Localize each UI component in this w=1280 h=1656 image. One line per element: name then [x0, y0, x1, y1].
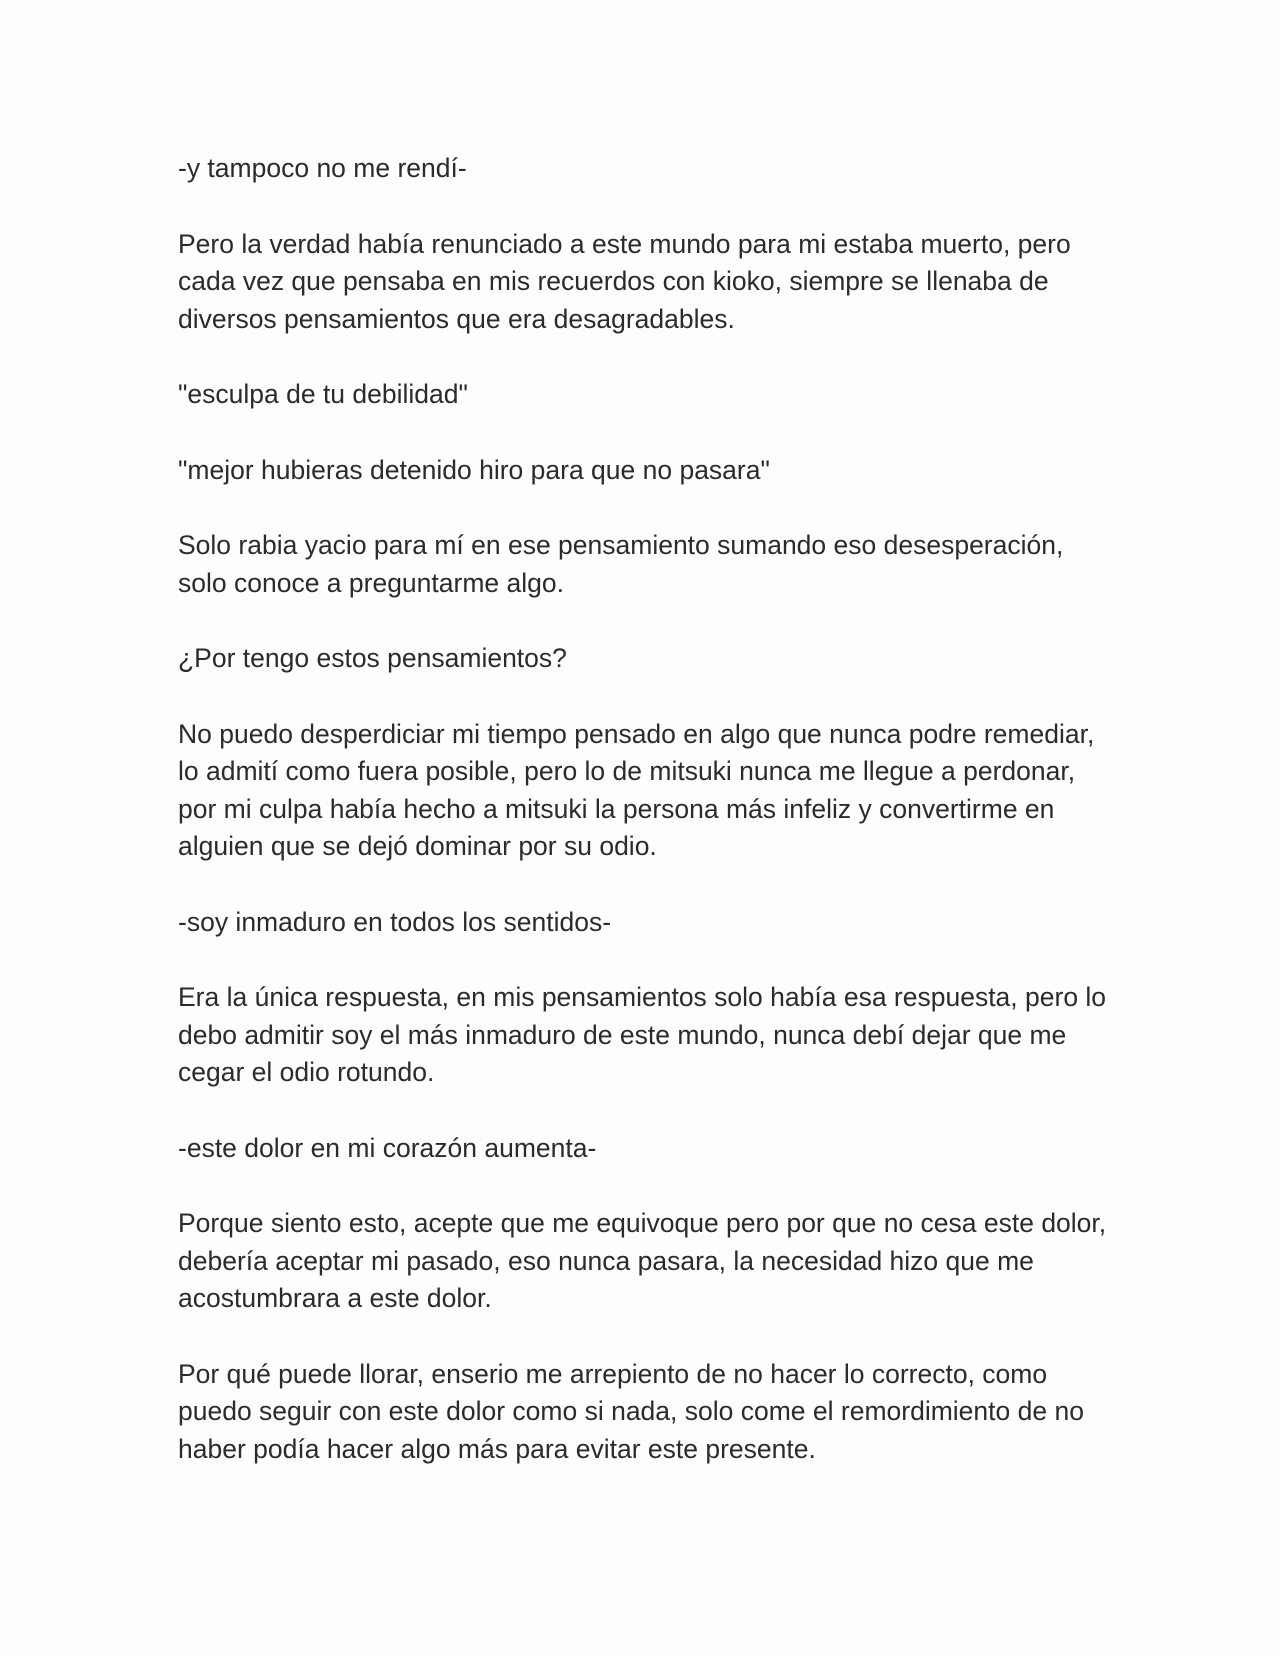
paragraph-1 — [178, 150, 1118, 188]
text-line: haber podía hacer algo más para evitar este presente. — [178, 1433, 816, 1464]
text-line: "mejor hubieras detenido hiro para que no pasara" — [178, 454, 770, 485]
text-line: -y tampoco no me rendí- — [178, 153, 467, 183]
text-line: debo admitir soy el más inmaduro de este mundo, nunca debí dejar que me — [178, 1019, 1067, 1050]
paragraph-7 — [178, 716, 1118, 866]
text-line: cada vez que pensaba en mis recuerdos con kioko, siempre se llenaba de — [178, 266, 1049, 296]
text-line: acostumbrara a este dolor. — [178, 1283, 492, 1313]
paragraph-10 — [178, 1130, 1118, 1168]
paragraph-8 — [178, 904, 1118, 942]
text-line: "esculpa de tu debilidad" — [178, 379, 468, 409]
text-line: puedo seguir con este dolor como si nada, solo come el remordimiento de no — [178, 1396, 1084, 1426]
paragraph-3 — [178, 376, 1118, 414]
text-line: por mi culpa había hecho a mitsuki la persona más infeliz y convertirme en — [178, 793, 1055, 824]
paragraph-11 — [178, 1205, 1118, 1318]
text-line: -soy inmaduro en todos los sentidos- — [178, 906, 612, 937]
text-line: Era la única respuesta, en mis pensamientos solo había esa respuesta, pero lo — [178, 982, 1107, 1012]
paragraph-4 — [178, 452, 1118, 490]
text-line: ¿Por tengo estos pensamientos? — [178, 643, 567, 673]
text-line: diversos pensamientos que era desagradables. — [178, 303, 735, 334]
text-line: Pero la verdad había renunciado a este mundo para mi estaba muerto, pero — [178, 228, 1071, 259]
text-line: Solo rabia yacio para mí en ese pensamiento sumando eso desesperación, — [178, 530, 1064, 560]
text-line: debería aceptar mi pasado, eso nunca pasara, la necesidad hizo que me — [178, 1245, 1034, 1276]
paragraph-9 — [178, 979, 1118, 1092]
text-line: Por qué puede llorar, enserio me arrepiento de no hacer lo correcto, como — [178, 1358, 1048, 1389]
text-line: lo admití como fuera posible, pero lo de mitsuki nunca me llegue a perdonar, — [178, 756, 1076, 786]
text-line: cegar el odio rotundo. — [178, 1057, 435, 1087]
paragraph-12 — [178, 1356, 1118, 1469]
paragraph-5 — [178, 527, 1118, 602]
text-line: -este dolor en mi corazón aumenta- — [178, 1132, 597, 1163]
text-line: Porque siento esto, acepte que me equivoque pero por que no cesa este dolor, — [178, 1208, 1107, 1238]
text-line: solo conoce a preguntarme algo. — [178, 567, 564, 598]
text-line: No puedo desperdiciar mi tiempo pensado en algo que nunca podre remediar, — [178, 718, 1095, 749]
paragraph-2 — [178, 226, 1118, 339]
text-line: alguien que se dejó dominar por su odio. — [178, 831, 657, 861]
document-page — [178, 150, 1118, 1506]
paragraph-6 — [178, 640, 1118, 678]
